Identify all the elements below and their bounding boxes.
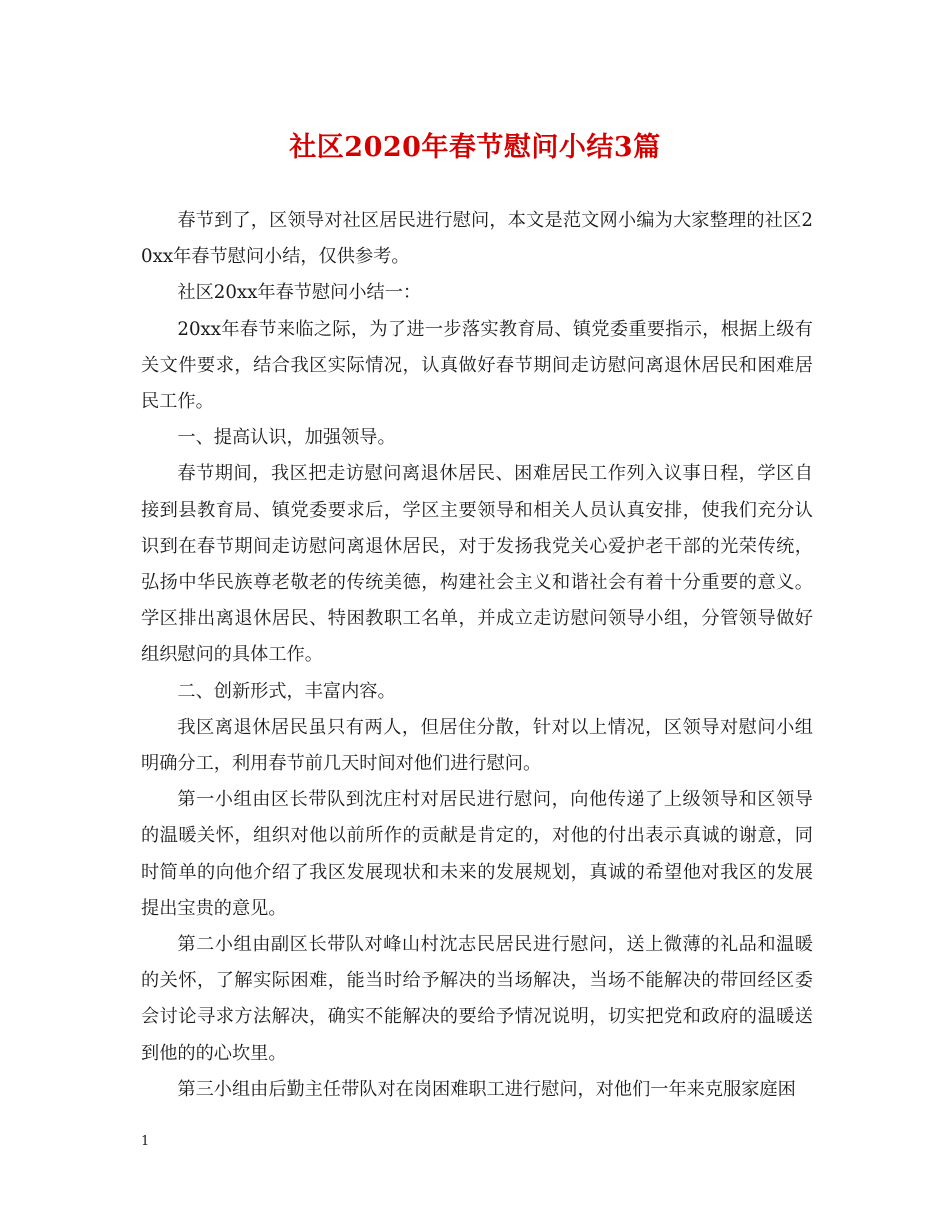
paragraph-heading-2: 二、创新形式，丰富内容。: [177, 680, 396, 702]
document-title: 社区2020年春节慰问小结3篇: [289, 132, 661, 163]
paragraph-section-heading: 社区20xx年春节慰问小结一：: [177, 282, 422, 304]
paragraph-group-1: 第一小组由区长带队到沈庄村对居民进行慰问，向他传递了上级领导和区领导的温暖关怀，组织对他以前所作的贡献是肯定的，对他的付出表示真诚的谢意，同时简单的向他介绍了我区发展现状和未来的发展规划，真诚的希望他对我区的发展提出宝贵的意见。: [141, 789, 813, 919]
paragraph-background: 20xx年春节来临之际，为了进一步落实教育局、镇党委重要指示，根据上级有关文件要求，结合我区实际情况，认真做好春节期间走访慰问离退休居民和困难居民工作。: [141, 318, 813, 413]
paragraph-arrangement: 我区离退休居民虽只有两人，但居住分散，针对以上情况，区领导对慰问小组明确分工，利用春节前几天时间对他们进行慰问。: [141, 716, 813, 775]
paragraph-intro: 春节到了，区领导对社区居民进行慰问，本文是范文网小编为大家整理的社区20xx年春节慰问小结，仅供参考。: [141, 210, 813, 268]
paragraph-leadership: 春节期间，我区把走访慰问离退休居民、困难居民工作列入议事日程，学区自接到县教育局、镇党委要求后，学区主要领导和相关人员认真安排，使我们充分认识到在春节期间走访慰问离退休居民，对于发扬我党关心爱护老干部的光荣传统，弘扬中华民族尊老敬老的传统美德，构建社会主义和谐社会有着十分重要的意义。学区排出离退休居民、特困教职工名单，并成立走访慰问领导小组，分管领导做好组织慰问的具体工作。: [141, 463, 813, 666]
paragraph-group-3: 第三小组由后勤主任带队对在岗困难职工进行慰问，对他们一年来克服家庭困: [177, 1078, 796, 1100]
paragraph-heading-1: 一、提高认识，加强领导。: [177, 427, 396, 449]
document-body: [141, 203, 813, 1108]
paragraph-group-2: 第二小组由副区长带队对峰山村沈志民居民进行慰问，送上微薄的礼品和温暖的关怀，了解实际困难，能当时给予解决的当场解决，当场不能解决的带回经区委会讨论寻求方法解决，确实不能解决的要给予情况说明，切实把党和政府的温暖送到他的的心坎里。: [141, 934, 813, 1064]
page-number: 1: [141, 1134, 150, 1149]
